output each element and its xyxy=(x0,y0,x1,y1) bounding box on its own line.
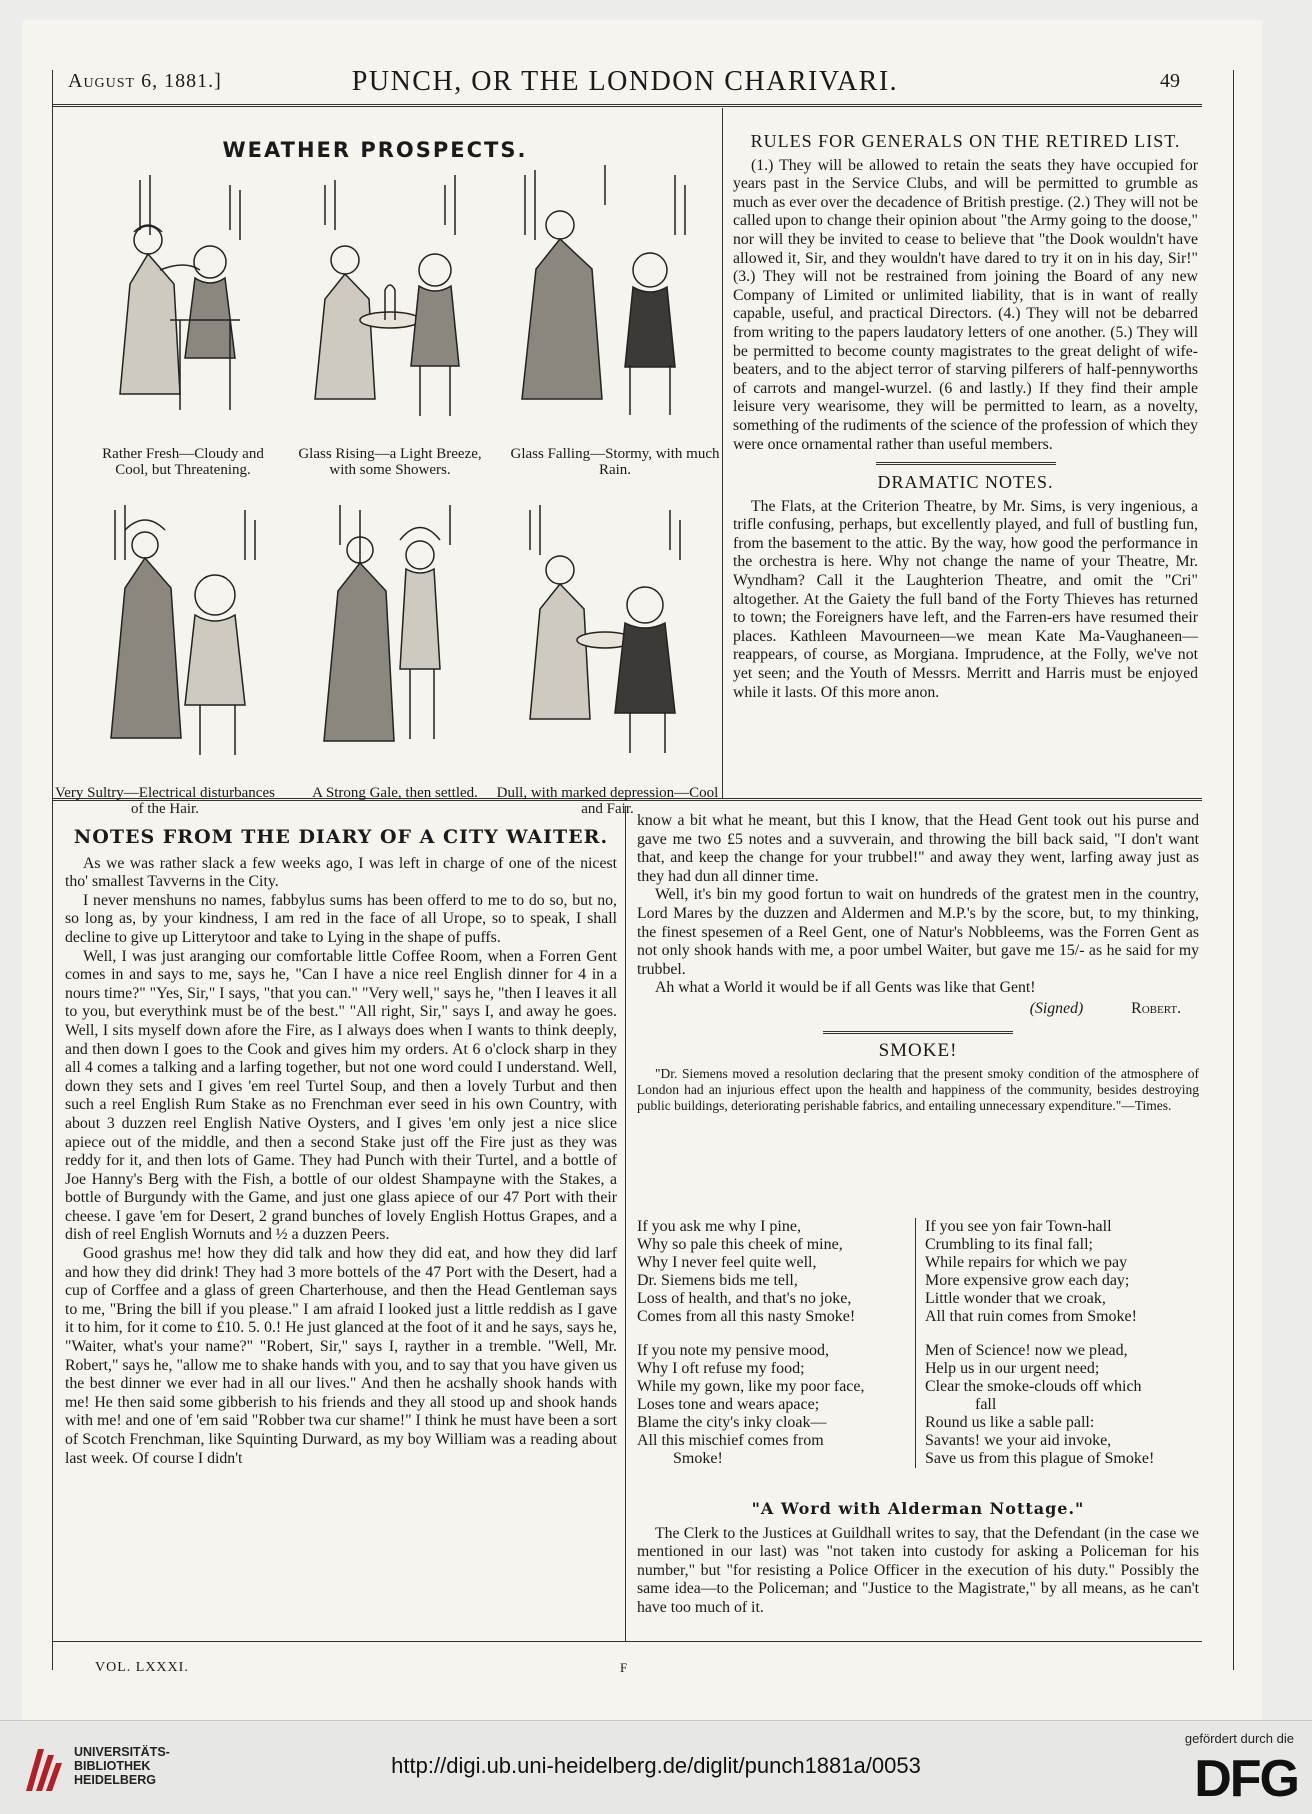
weather-title: WEATHER PROSPECTS. xyxy=(222,138,528,162)
rules-separator xyxy=(876,462,1056,465)
weather-panel-5 xyxy=(300,500,480,770)
diary-continued xyxy=(637,812,1199,1114)
header-page-number: 49 xyxy=(1160,70,1180,92)
poem-line: Little wonder that we croak, xyxy=(925,1290,1106,1307)
weather-panel-6 xyxy=(510,500,700,770)
poem-line: More expensive grow each day; xyxy=(925,1272,1130,1289)
poem-line: If you ask me why I pine, xyxy=(637,1218,801,1235)
poem-line: Loses tone and wears apace; xyxy=(637,1396,820,1413)
rules-article xyxy=(733,132,1198,702)
poem-line: If you note my pensive mood, xyxy=(637,1342,829,1359)
poem-line: Loss of health, and that's no joke, xyxy=(637,1290,852,1307)
upper-column-divider xyxy=(722,108,723,798)
alderman-article xyxy=(637,1500,1199,1618)
poem-line: Smoke! xyxy=(673,1450,723,1467)
dramatic-title: DRAMATIC NOTES. xyxy=(877,472,1054,493)
poem-divider xyxy=(915,1218,916,1468)
weather-panel-3 xyxy=(505,165,705,430)
diary-continued-paragraph: know a bit what he meant, but this I know, that the Head Gent took out his purse and gave me two £5 notes and a suvverain, and throwing the bill back said, "I don't want that, and keep the change for your trubbel!" and away they went, larfing away just as they had dun all dinner time. xyxy=(637,812,1199,885)
diary-paragraph: I never menshuns no names, fabbylus sums has been offerd to me to do so, but no, so long as, by your kindness, I am red in the face of all Urope, so to speak, I shall decline to give up Litterytoor and take to Lying in the shape of puffs. xyxy=(65,891,617,946)
weather-caption-3: Glass Falling—Stormy, with much Rain. xyxy=(510,446,720,478)
poem-line: Clear the smoke-clouds off which xyxy=(925,1378,1142,1395)
header-rule xyxy=(52,104,1202,107)
smoke-quote: "Dr. Siemens moved a resolution declaring that the present smoky condition of the atmosphere of London had an injurious effect upon the health and happiness of the community, besides destroying public buildings, deteriorating perishable fabrics, and entailing unnecessary expenditure."—Times. xyxy=(637,1066,1199,1114)
poem-line: Help us in our urgent need; xyxy=(925,1360,1100,1377)
bottom-rule xyxy=(52,1641,1202,1642)
poem-stanza xyxy=(925,1342,1205,1468)
poem-line: Blame the city's inky cloak— xyxy=(637,1414,827,1431)
diary-article xyxy=(65,828,617,1468)
poem-stanza xyxy=(925,1218,1205,1326)
footer-volume: VOL. LXXXI. xyxy=(95,1660,189,1675)
university-name-line: HEIDELBERG xyxy=(74,1773,156,1787)
poem-line: Comes from all this nasty Smoke! xyxy=(637,1308,856,1325)
diary-continued-paragraph: Ah what a World it would be if all Gents was like that Gent! xyxy=(655,979,1036,997)
rules-title: RULES FOR GENERALS ON THE RETIRED LIST. xyxy=(750,131,1181,151)
alderman-text: The Clerk to the Justices at Guildhall writes to say, that the Defendant (in the case we mentioned in our last) was "not taken into custody for asking a Policeman for his number," but "for resisting a Police Officer in the execution of his duty." Possibly the same idea—to the Policeman; and "Justice to the Magistrate," by all means, as he can't have too much of it. xyxy=(637,1524,1199,1616)
poem-line: Savants! we your aid invoke, xyxy=(925,1432,1112,1449)
rules-text: (1.) They will be allowed to retain the seats they have occupied for years past in the Service Clubs, and will be permitted to grumble as much as ever over the decadence of British prestige. (2.) They will not be called upon to change their opinion about "the Army going to the doose," nor will they be invited to cease to believe that "the Dook wouldn't have allowed it, Sir, and they wouldn't have dared to try it on in his day, Sir!" (3.) They will not be restrained from joining the Board of any new Company of Limited or unlimited liability, that is in want of really capable, useful, and practical Directors. (4.) They will not be debarred from writing to the papers laudatory letters of one another. (5.) They will be permitted to become county magistrates to the great delight of wife-beaters, and to the abject terror of starving pilferers of half-pennyworths of carrots and mangel-wurzel. (6 and lastly.) If they find their ample leisure very wearisome, they will be permitted to learn, as a novelty, something of the rudiments of the science of the profession of which they were once ornamental rather than useful members. xyxy=(733,156,1199,453)
poem-line: While repairs for which we pay xyxy=(925,1254,1128,1271)
weather-panel-1 xyxy=(100,170,270,430)
diary-signed-label: (Signed) xyxy=(1029,999,1084,1017)
poem-line: Why I oft refuse my food; xyxy=(637,1360,805,1377)
poem-line: All this mischief comes from xyxy=(637,1432,824,1449)
weather-caption-1: Rather Fresh—Cloudy and Cool, but Threatening. xyxy=(102,446,264,478)
weather-panel-4 xyxy=(95,500,275,770)
header-title: PUNCH, OR THE LONDON CHARIVARI. xyxy=(351,66,899,97)
dramatic-text: The Flats, at the Criterion Theatre, by Mr. Sims, is very ingenious, a trifle confusing, perhaps, but excellently played, and full of bustling fun, from the basement to the attic. By the way, how good the performance in the orchestra is here. Why not change the name of your Theatre, Mr. Wyndham? Call it the Laughterion Theatre, and omit the "Cri" altogether. At the Gaiety the full band of the Forty Thieves has returned to town; the Foreigners have left, and the Farren-ers have resumed their places. Kathleen Mavourneen—we mean Kate Ma-Vaughaneen—reappears, of course, as Morgiana. Imprudence, at the Folly, we've not yet seen; and the Youth of Messrs. Merritt and Harris must be enjoyed while it lasts. Of this more anon. xyxy=(733,497,1198,701)
diary-title: NOTES FROM THE DIARY OF A CITY WAITER. xyxy=(73,826,609,848)
permalink-url[interactable]: http://digi.ub.uni-heidelberg.de/diglit/punch1881a/0053 xyxy=(391,1753,921,1778)
poem-stanza xyxy=(637,1342,907,1468)
page-header xyxy=(50,60,1200,100)
funder-label: gefördert durch die xyxy=(1184,1731,1294,1746)
poem-line: Men of Science! now we plead, xyxy=(925,1342,1128,1359)
poem-line: Why so pale this cheek of mine, xyxy=(637,1236,843,1253)
university-name-line: UNIVERSITÄTS- xyxy=(74,1745,170,1759)
weather-caption-4: Very Sultry—Electrical disturbances of the Hair. xyxy=(55,785,275,817)
university-name-line: BIBLIOTHEK xyxy=(74,1759,151,1773)
lower-column-divider xyxy=(625,806,626,1641)
diary-paragraph: Good grashus me! how they did talk and how they did eat, and how they did larf and how they did drink! They had 3 more bottels of the 47 Port with the Desert, had a cup of Corffee and a glass of green Charterhouse, and then the Head Gentleman says to me, "Bring the bill if you please." I am afraid I looked just a little reddish as I gave it to him, for it come to £10. 5. 0.! He just glanced at the foot of it and he says, says he, "Waiter, what's your name?" "Robert, Sir," says I, rayther in a tremble. "Well, Mr. Robert," says he, "allow me to shake hands with you, and to say that you have given us the best dinner we ever had in all our lives." And then he acshally shook hands with me! He then said some gibberish to his friends and they all stood up and shook hands with me! and one of 'em said "Robber twa cur shame!" I think he must have been a sort of Scotch Frenchman, like Squinting Durward, as my boy William was a reading about last week. Of course I didn't xyxy=(65,1245,617,1467)
smoke-poem-left xyxy=(637,1218,907,1484)
poem-line: All that ruin comes from Smoke! xyxy=(925,1308,1137,1325)
diary-signer: Robert. xyxy=(1131,999,1182,1017)
footer-signature: F xyxy=(620,1660,628,1675)
smoke-title: SMOKE! xyxy=(878,1039,958,1061)
weather-panel-2 xyxy=(295,170,485,430)
library-bar xyxy=(0,1720,1312,1814)
poem-line: While my gown, like my poor face, xyxy=(637,1378,865,1395)
poem-line: Crumbling to its final fall; xyxy=(925,1236,1093,1253)
poem-stanza xyxy=(637,1218,907,1326)
diary-paragraph: Well, I was just aranging our comfortable little Coffee Room, when a Forren Gent comes in and says to me, says he, "Can I have a nice reel English dinner for 4 in a nours time?" "Yes, Sir," I says, "that you can." "Very well," says he, "then I leaves it all to you, but everythink must be of the best." "All right, Sir," says I, and away he goes. Well, I sits myself down afore the Fire, as I always does when I wants to think deeply, and then down I goes to the Cook and gives him my orders. At 6 o'clock sharp in they all 4 comes a talking and a larfing together, but not one word could I understand. Well, down they sets and I gives 'em reel Turtel Soup, and then a lovely Turbut and then such a reel English Rum Stake as no Frenchman ever seed in his own Country, with about 3 duzzen reel English Native Oysters, and I gives 'em only jest a nice slice apiece out of the middle, and then a second Stake just off the Fire just as they was reddy for it, and then lots of Game. They had Punch with their Turtel, and a bottle of Joe Hanny's Berg with the Fish, a bottle of our oldest Shampayne with the Stakes, a bottle of Burgundy with the Game, and just one glass apiece of our 47 Port with their cheese. I gave 'em for Desert, 2 grand bunches of lovely English Hottus Grapes, and a dish of reel English Wornuts and ½ a duzzen Peers. xyxy=(65,947,617,1244)
dfg-logo: DFG xyxy=(1194,1750,1298,1808)
diary-signature xyxy=(637,1000,1199,1019)
smoke-poem-right xyxy=(925,1218,1205,1484)
poem-line: Save us from this plague of Smoke! xyxy=(925,1450,1155,1467)
weather-caption-5: A Strong Gale, then settled. xyxy=(312,785,478,801)
poem-line: If you see yon fair Town-hall xyxy=(925,1218,1112,1235)
diary-continued-paragraph: Well, it's bin my good fortun to wait on hundreds of the gratest men in the country, Lord Mares by the duzzen and Aldermen and M.P.'s by the score, but, to my thinking, the finest spesemen of a Reel Gent, one of Natur's Nobbleems, was the Forren Gent as not only shook hands with me, a poor umbel Waiter, but gave me 15/- as he said for my trubbel. xyxy=(637,886,1199,978)
poem-line: fall xyxy=(975,1396,997,1413)
alderman-title: "A Word with Alderman Nottage." xyxy=(751,1499,1085,1518)
diary-paragraph: As we was rather slack a few weeks ago, I was left in charge of one of the nicest tho' smallest Tavverns in the City. xyxy=(65,854,617,891)
diary-separator xyxy=(823,1031,1013,1034)
poem-line: Why I never feel quite well, xyxy=(637,1254,817,1271)
weather-caption-2: Glass Rising—a Light Breeze, with some Showers. xyxy=(298,446,482,478)
poem-line: Dr. Siemens bids me tell, xyxy=(637,1272,798,1289)
header-date: August 6, 1881.] xyxy=(68,70,222,92)
poem-line: Round us like a sable pall: xyxy=(925,1414,1095,1431)
weather-caption-6: Dull, with marked depression—Cool and Fair. xyxy=(496,785,719,817)
